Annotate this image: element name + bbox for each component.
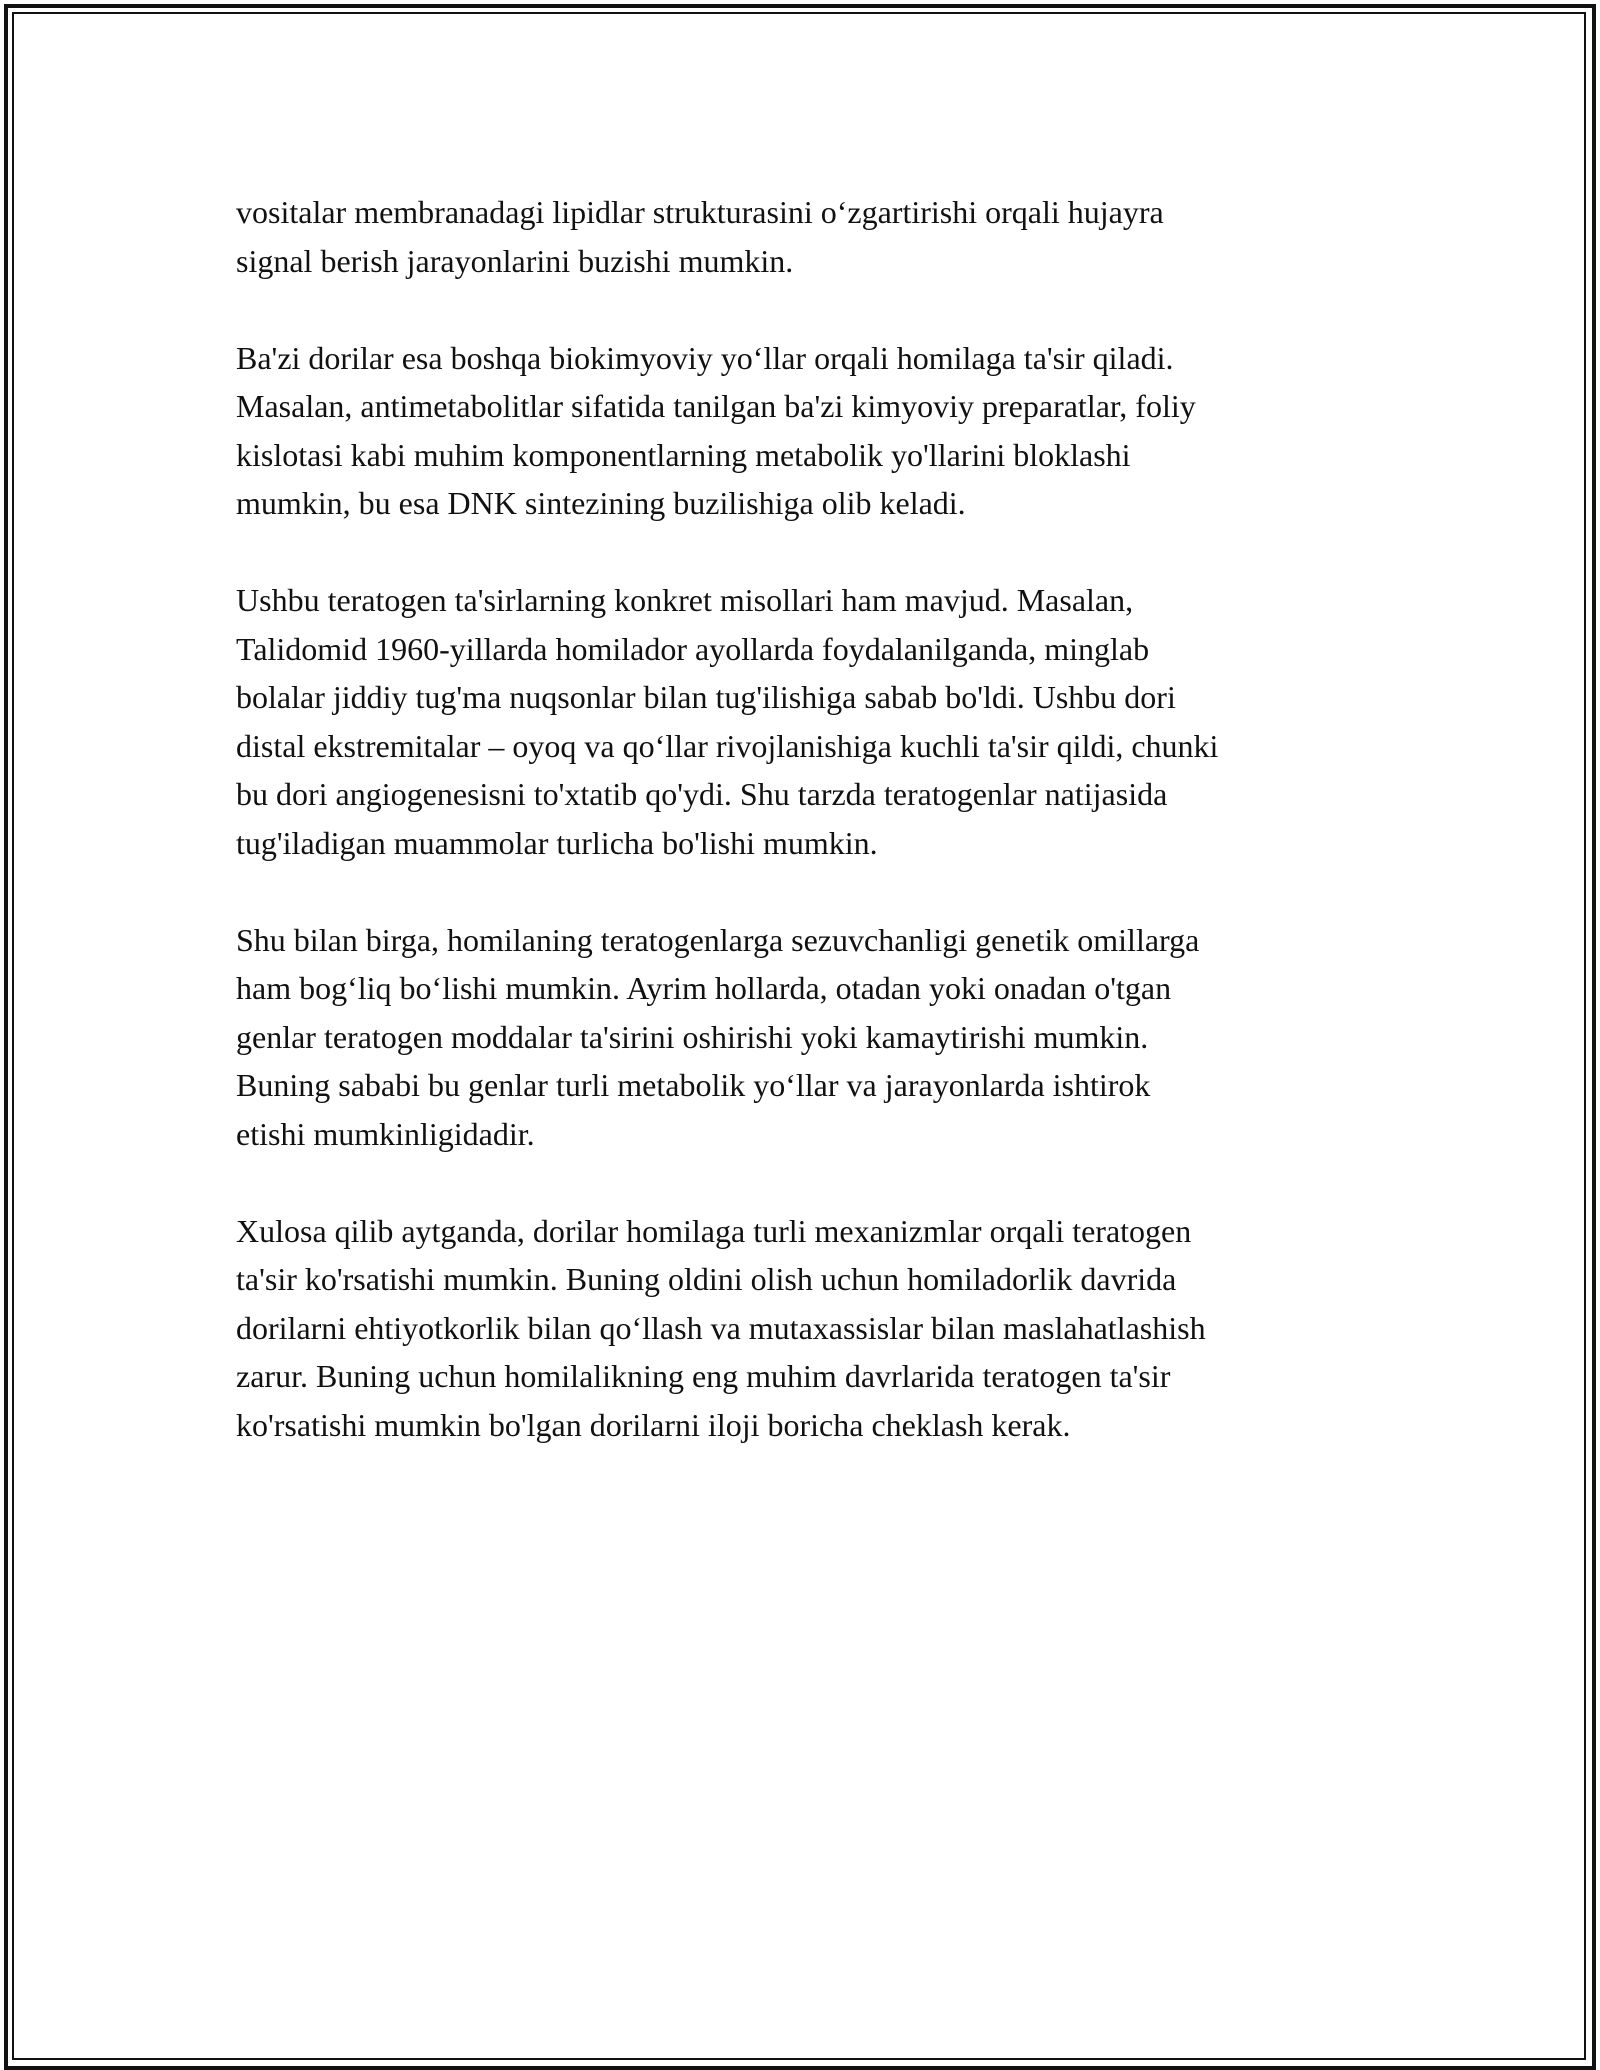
text-line: Xulosa qilib aytganda, dorilar homilaga turli mexanizmlar orqali teratogen: [236, 1212, 1192, 1249]
text-line: tug'iladigan muammolar turlicha bo'lishi mumkin.: [236, 824, 878, 861]
text-line: Masalan, antimetabolitlar sifatida tanilgan ba'zi kimyoviy preparatlar, foliy: [236, 388, 1196, 424]
text-line: ko'rsatishi mumkin bo'lgan dorilarni iloji boricha cheklash kerak.: [236, 1406, 1071, 1443]
text-line: bu dori angiogenesisni to'xtatib qo'ydi. Shu tarzda teratogenlar natijasida: [236, 776, 1168, 812]
text-line: etishi mumkinligidadir.: [236, 1115, 535, 1152]
text-line: distal ekstremitalar – oyoq va qo‘llar rivojlanishiga kuchli ta'sir qildi, chunki: [236, 727, 1219, 764]
paragraph-5: [236, 1207, 1386, 1450]
text-line: ham bog‘liq bo‘lishi mumkin. Ayrim hollarda, otadan yoki onadan o'tgan: [236, 970, 1172, 1006]
document-body: [236, 188, 1386, 1498]
paragraph-2: [236, 334, 1386, 528]
text-line: Shu bilan birga, homilaning teratogenlarga sezuvchanligi genetik omillarga: [236, 921, 1200, 958]
paragraph-3: [236, 576, 1386, 867]
text-line: bolalar jiddiy tug'ma nuqsonlar bilan tug'ilishiga sabab bo'ldi. Ushbu dori: [236, 679, 1176, 715]
text-line: zarur. Buning uchun homilalikning eng muhim davrlarida teratogen ta'sir: [236, 1358, 1171, 1394]
text-line: vositalar membranadagi lipidlar strukturasini o‘zgartirishi orqali hujayra: [236, 194, 1164, 230]
text-line: Ba'zi dorilar esa boshqa biokimyoviy yo‘llar orqali homilaga ta'sir qiladi.: [236, 339, 1174, 376]
text-line: Talidomid 1960-yillarda homilador ayollarda foydalanilganda, minglab: [236, 630, 1150, 667]
text-line: Ushbu teratogen ta'sirlarning konkret misollari ham mavjud. Masalan,: [236, 582, 1134, 618]
text-line: dorilarni ehtiyotkorlik bilan qo‘llash va mutaxassislar bilan maslahatlashish: [236, 1309, 1206, 1346]
text-line: kislotasi kabi muhim komponentlarning metabolik yo'llarini bloklashi: [236, 436, 1131, 473]
text-line: mumkin, bu esa DNK sintezining buzilishiga olib keladi.: [236, 485, 966, 521]
paragraph-1: [236, 188, 1386, 285]
text-line: genlar teratogen moddalar ta'sirini oshirishi yoki kamaytirishi mumkin.: [236, 1018, 1149, 1055]
paragraph-4: [236, 916, 1386, 1159]
text-line: Buning sababi bu genlar turli metabolik yo‘llar va jarayonlarda ishtirok: [236, 1067, 1151, 1103]
text-line: signal berish jarayonlarini buzishi mumkin.: [236, 242, 794, 279]
text-line: ta'sir ko'rsatishi mumkin. Buning oldini olish uchun homiladorlik davrida: [236, 1261, 1177, 1297]
